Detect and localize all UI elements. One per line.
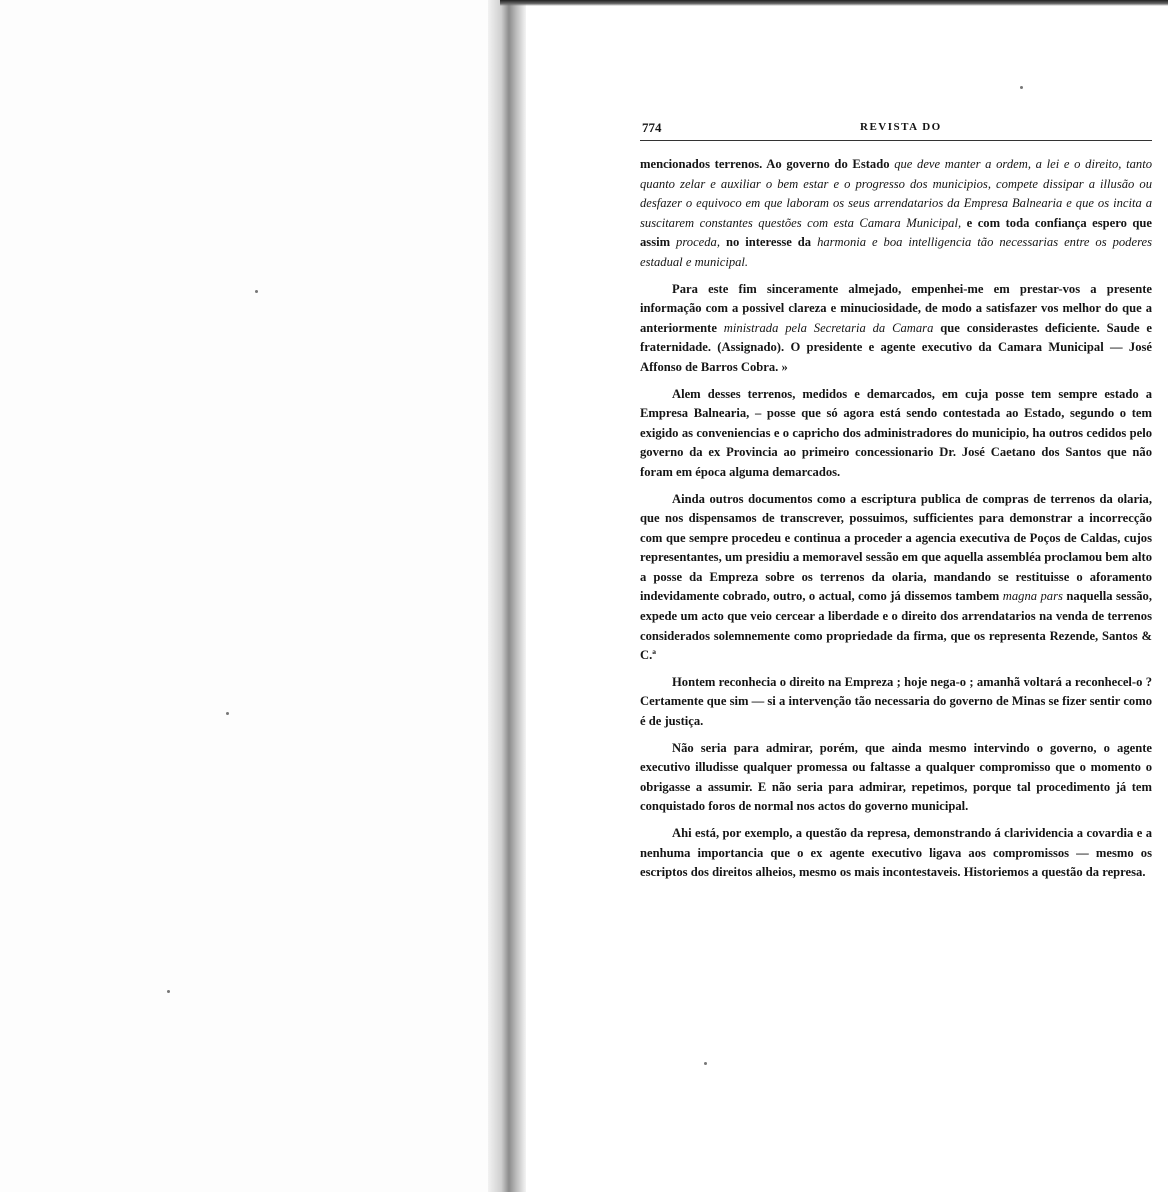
paper-speck <box>167 990 170 993</box>
italic-text: ministrada pela Secretaria da Camara <box>723 320 934 335</box>
blank-left-page <box>0 0 492 1192</box>
journal-title: REVISTA DO <box>860 121 942 133</box>
paper-speck <box>704 1062 707 1065</box>
text-run: e com toda confiança espero que assim <box>640 215 1153 250</box>
text-run: Ahi está, por exemplo, a questão da represa, demonstrando á clarividencia a covardia e a nenhuma importancia que o ex agente executivo ligava aos compromissos — mesmo os escriptos dos direitos alheios, mesmo os mais incontestaveis. Historiemos a questão da represa. <box>640 826 1152 880</box>
italic-text: que deve manter a ordem, a lei e o direito, tanto quanto zelar e auxiliar o bem estar e o progresso dos municipios, compete dissipar a illusão ou desfazer o equivoco em que laboram os seus arrendatarios da Empresa Balnearia e que os incita a suscitarem constantes questões com esta Camara Municipal, <box>640 157 1152 230</box>
body-text <box>640 155 1152 883</box>
page-top-edge <box>500 0 1168 6</box>
text-run: Ainda outros documentos como a escriptura publica de compras de terrenos da olaria, que nos dispensamos de transcrever, possuimos, sufficientes para demonstrar a incorrecção com que sempre procedeu e continua a proceder a agencia executiva de Poços de Caldas, cujos representantes, um presidiu a memoravel sessão em que aquella assembléa proclamou bem alto a posse da Empreza sobre os terrenos da olaria, mandando se restituisse o aforamento indevidamente cobrado, outro, o actual, como já dissemos tambem <box>640 491 1152 604</box>
italic-text: magna pars <box>1002 589 1063 604</box>
paragraph <box>640 490 1152 666</box>
page-number: 774 <box>642 120 662 135</box>
text-run: mencionados terrenos. Ao governo do Estado <box>640 157 895 171</box>
running-header <box>640 118 1152 141</box>
paragraph <box>640 673 1152 732</box>
text-run: naquella sessão, expede um acto que veio cercear a liberdade e o direito dos arrendatarios na venda de terrenos considerados solemnemente como propriedade da firma, que os representa Rezende, Santos & C.ª <box>640 589 1152 663</box>
italic-text: proceda, <box>676 235 720 250</box>
paper-speck <box>1020 86 1023 89</box>
document-page <box>640 118 1152 890</box>
text-run: no interesse da <box>720 235 818 250</box>
paper-speck <box>255 290 258 293</box>
text-run: Para este fim sinceramente almejado, empenhei-me em prestar-vos a presente informação com a possivel clareza e minuciosidade, de modo a satisfazer vos melhor do que a anteriormente <box>640 281 1152 335</box>
text-run: Alem desses terrenos, medidos e demarcados, em cuja posse tem sempre estado a Empresa Balnearia, – posse que só agora está sendo contestada ao Estado, segundo o tem exigido as conveniencias e o capricho dos administradores do municipio, ha outros cedidos pelo governo da ex Provincia ao primeiro concessionario Dr. José Caetano dos Santos que não foram em época alguma demarcados. <box>640 386 1152 479</box>
text-run: que considerastes deficiente. Saude e fraternidade. (Assignado). O presidente e agente executivo da Camara Municipal — José Affonso de Barros Cobra. » <box>640 320 1153 374</box>
paragraph <box>640 280 1152 378</box>
text-run: Não seria para admirar, porém, que ainda mesmo intervindo o governo, o agente executivo illudisse qualquer promessa ou faltasse a qualquer compromisso que o momento o obrigasse a assumir. E não seria para admirar, repetimos, porque tal procedimento já tem conquistado foros de normal nos actos do governo municipal. <box>640 740 1152 814</box>
paragraph <box>640 385 1152 483</box>
book-gutter <box>488 0 526 1192</box>
paper-speck <box>226 712 229 715</box>
text-run: Hontem reconhecia o direito na Empreza ; hoje nega-o ; amanhã voltará a reconhecel-o ? Certamente que sim — si a intervenção tão necessaria do governo de Minas se fizer sentir como é de justiça. <box>640 674 1152 729</box>
paragraph <box>640 739 1152 817</box>
paragraph <box>640 824 1152 883</box>
italic-text: harmonia e boa intelligencia tão necessarias entre os poderes estadual e municipal. <box>640 235 1152 269</box>
paragraph <box>640 155 1152 273</box>
